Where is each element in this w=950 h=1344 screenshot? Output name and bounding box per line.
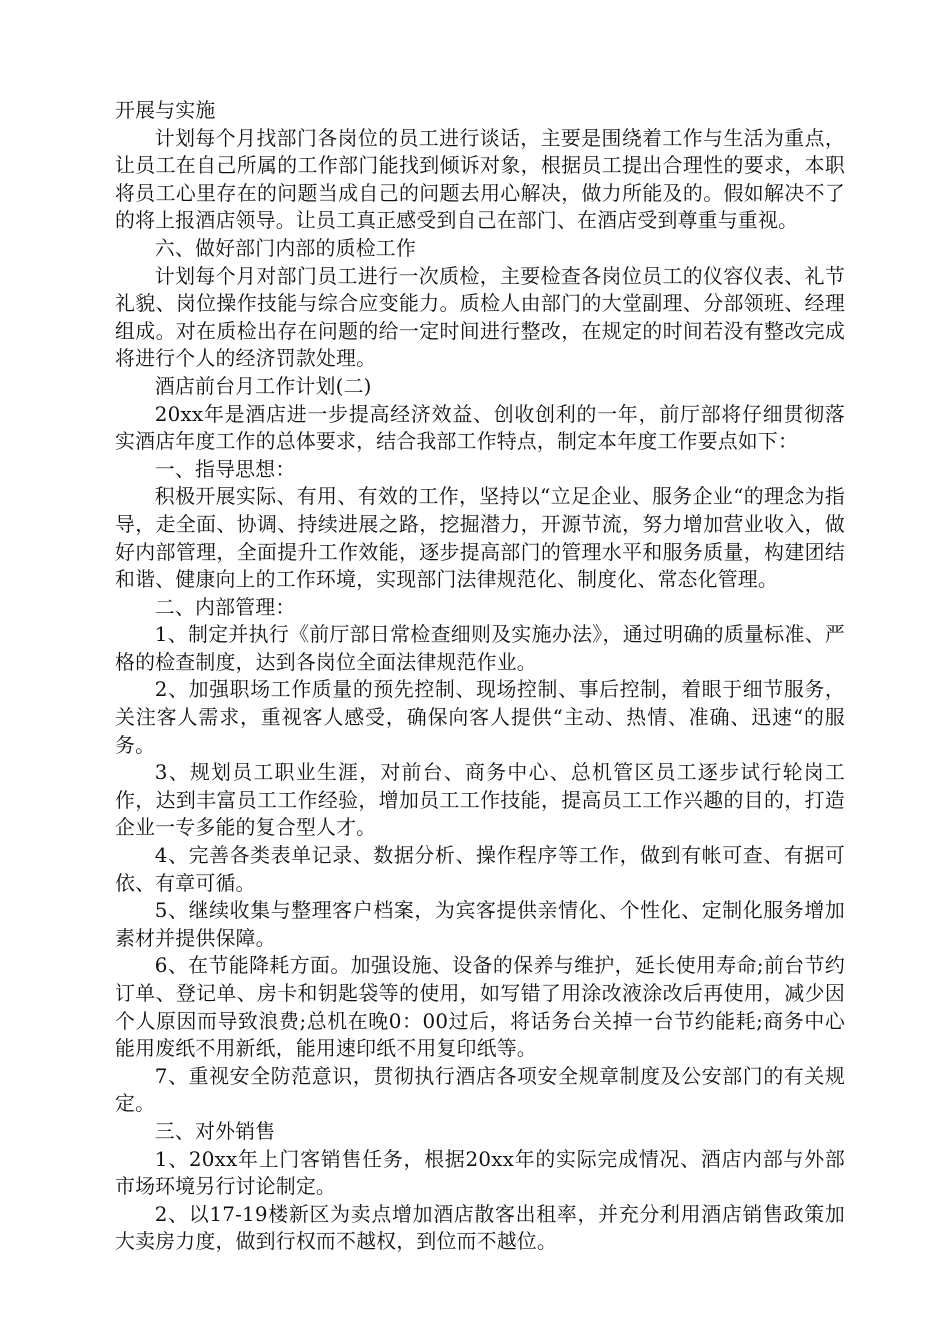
section-heading: 二、内部管理： — [154, 595, 296, 619]
list-item: 7、重视安全防范意识，贯彻执行酒店各项安全规章制度及公安部门的有关规定。 — [115, 1064, 845, 1116]
paragraph: 积极开展实际、有用、有效的工作，坚持以“立足企业、服务企业“的理念为指导，走全面、协调、持续进展之路，挖掘潜力，开源节流，努力增加营业收入，做好内部管理，全面提升工作效能，逐步提高部门的管理水平和服务质量，构建团结和谐、健康向上的工作环境，实现部门法律规范化、制度化、常态化管理。 — [115, 485, 845, 592]
list-item: 2、加强职场工作质量的预先控制、现场控制、事后控制，着眼于细节服务，关注客人需求，重视客人感受，确保向客人提供“主动、热情、准确、迅速“的服务。 — [115, 678, 845, 757]
list-item: 4、完善各类表单记录、数据分析、操作程序等工作，做到有帐可查、有据可依、有章可循。 — [115, 844, 845, 895]
document-body — [115, 97, 845, 1256]
list-item: 3、规划员工职业生涯，对前台、商务中心、总机管区员工逐步试行轮岗工作，达到丰富员工工作经验，增加员工工作技能，提高员工工作兴趣的目的，打造企业一专多能的复合型人才。 — [115, 761, 845, 840]
list-item: 5、继续收集与整理客户档案，为宾客提供亲情化、个性化、定制化服务增加素材并提供保障。 — [115, 899, 845, 950]
list-item: 2、以17-19楼新区为卖点增加酒店散客出租率，并充分利用酒店销售政策加大卖房力度，做到行权而不越权，到位而不越位。 — [115, 1202, 845, 1254]
list-item: 1、20xx年上门客销售任务，根据20xx年的实际完成情况、酒店内部与外部市场环境另行讨论制定。 — [115, 1147, 845, 1199]
section-heading: 一、指导思想： — [154, 457, 296, 481]
paragraph: 计划每个月找部门各岗位的员工进行谈话，主要是围绕着工作与生活为重点，让员工在自己所属的工作部门能找到倾诉对象，根据员工提出合理性的要求，本职将员工心里存在的问题当成自己的问题去用心解决，做力所能及的。假如解决不了的将上报酒店领导。让员工真正感受到自己在部门、在酒店受到尊重与重视。 — [115, 126, 845, 233]
list-item: 6、在节能降耗方面。加强设施、设备的保养与维护，延长使用寿命;前台节约订单、登记单、房卡和钥匙袋等的使用，如写错了用涂改液涂改后再使用，减少因个人原因而导致浪费;总机在晚0：00过后，将话务台关掉一台节约能耗;商务中心能用废纸不用新纸，能用速印纸不用复印纸等。 — [115, 954, 845, 1061]
section-heading: 三、对外销售 — [154, 1119, 276, 1143]
paragraph: 20xx年是酒店进一步提高经济效益、创收创利的一年，前厅部将仔细贯彻落实酒店年度工作的总体要求，结合我部工作特点，制定本年度工作要点如下： — [115, 402, 845, 454]
section-heading: 六、做好部门内部的质检工作 — [154, 236, 416, 260]
document-title: 酒店前台月工作计划(二) — [154, 374, 372, 398]
list-item: 1、制定并执行《前厅部日常检查细则及实施办法》，通过明确的质量标准、严格的检查制度，达到各岗位全面法律规范作业。 — [115, 623, 845, 674]
paragraph: 开展与实施 — [115, 99, 216, 122]
paragraph: 计划每个月对部门员工进行一次质检，主要检查各岗位员工的仪容仪表、礼节礼貌、岗位操作技能与综合应变能力。质检人由部门的大堂副理、分部领班、经理组成。对在质检出存在问题的给一定时间进行整改，在规定的时间若没有整改完成将进行个人的经济罚款处理。 — [115, 264, 845, 371]
